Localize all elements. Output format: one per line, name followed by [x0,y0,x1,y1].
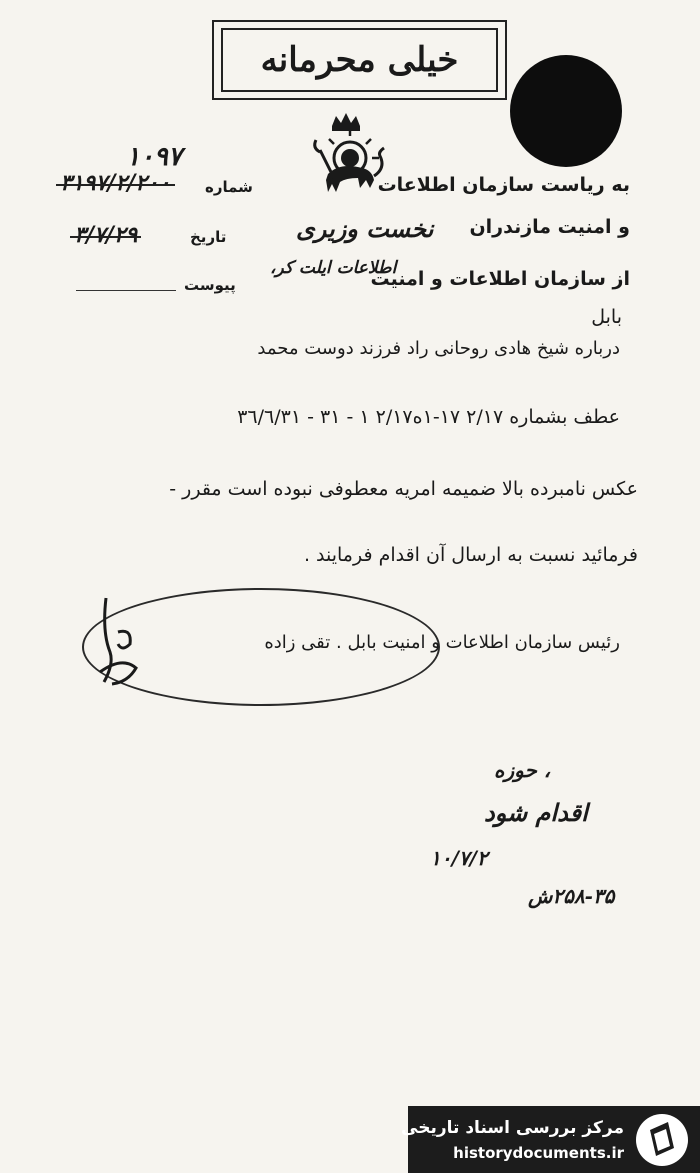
date-handwritten: ۳/۷/۲۹ [74,222,138,248]
handwritten-signature-icon [92,592,152,692]
body-line-1: عکس نامبرده بالا ضمیمه امریه معطوفی نبوده است مقرر - [169,478,638,500]
annotation-2: اقدام شود [484,798,588,827]
recipient-line-1: به ریاست سازمان اطلاعات [377,174,630,196]
sender-line: از سازمان اطلاعات و امنیت [370,268,630,290]
date-label: تاریخ [190,228,227,246]
attachment-field-line [76,290,176,291]
signature-line: رئیس سازمان اطلاعات و امنیت بابل . تقی زاده [264,632,620,653]
subject-line: درباره شیخ هادی روحانی راد فرزند دوست محمد [257,338,620,359]
reference-line: عطف بشماره ۲/۱۷ ۱۷-۱ه۲/۱۷ ۱ - ۳۱ - ۳٦/٦/۳۱ [237,406,620,428]
archive-watermark [401,1106,700,1173]
annotation-3: ۱۰/۷/۲ [430,846,488,870]
redaction-mark [510,55,622,167]
archive-logo-icon [634,1112,690,1168]
sender-handwritten: اطلاعات ایلت کر، [270,258,397,278]
archive-url: historydocuments.ir [453,1144,624,1162]
number-handwritten-old: ۳۱۹۷/۲/۲۰۰ [60,170,171,196]
body-line-2: فرمائید نسبت به ارسال آن اقدام فرمایند . [303,544,638,566]
recipient-handwritten: نخست وزیری [296,214,434,243]
archive-org-name: مرکز بررسی اسناد تاریخی [401,1118,624,1138]
classification-heading: خیلی محرمانه [221,28,498,92]
number-label: شماره [205,178,253,196]
recipient-line-2: و امنیت مازندران [469,216,630,238]
sender-city: بابل [591,306,622,328]
attachment-label: پیوست [184,276,236,294]
file-code: ۲۵۸-۳۵ش [528,884,615,908]
classification-stamp [212,20,507,100]
annotation-1: ، حوزه [494,758,551,782]
number-handwritten-new: ۱۰۹۷ [126,142,182,172]
